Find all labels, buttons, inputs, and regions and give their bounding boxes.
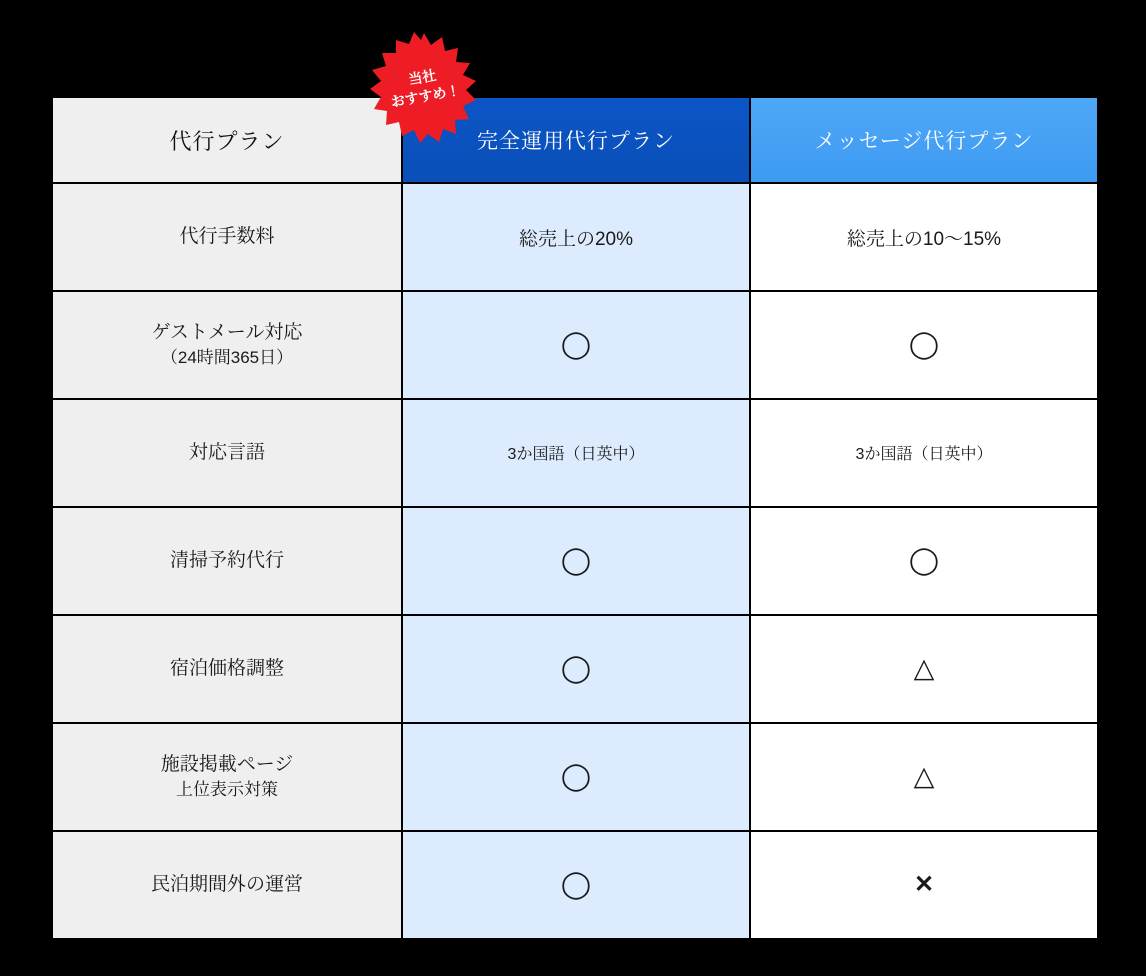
table-header-row xyxy=(53,98,1097,182)
row-value-primary xyxy=(403,616,749,722)
row-value-secondary xyxy=(751,832,1097,938)
row-label-text: 宿泊価格調整 xyxy=(169,658,284,680)
row-value-secondary-text: 3か国語（日英中） xyxy=(855,446,993,463)
plan-comparison-table xyxy=(51,96,1099,940)
row-label xyxy=(53,184,401,290)
row-label-subtext: （24時間365日） xyxy=(160,348,294,368)
triangle-icon: △ xyxy=(913,653,935,683)
circle-icon: ◯ xyxy=(560,329,592,359)
table-header xyxy=(53,98,1097,182)
header-cell-plan-primary: 完全運用代行プラン xyxy=(403,98,749,182)
row-value-primary xyxy=(403,292,749,398)
row-value-secondary xyxy=(751,292,1097,398)
row-value-secondary xyxy=(751,508,1097,614)
recommended-badge-text xyxy=(359,22,489,152)
row-value-primary xyxy=(403,184,749,290)
circle-icon: ◯ xyxy=(560,761,592,791)
row-label-text: 代行手数料 xyxy=(179,226,275,248)
row-label-subtext: 上位表示対策 xyxy=(176,780,278,800)
table-row xyxy=(53,616,1097,722)
circle-icon: ◯ xyxy=(908,545,940,575)
table-row xyxy=(53,400,1097,506)
row-label xyxy=(53,508,401,614)
row-value-secondary xyxy=(751,616,1097,722)
recommended-badge-line2: おすすめ！ xyxy=(389,81,462,110)
row-label-text: 民泊期間外の運営 xyxy=(150,874,303,896)
row-label-text: 施設掲載ページ xyxy=(160,753,294,775)
plan-comparison-table-wrapper xyxy=(51,96,1095,940)
row-value-primary-text: 3か国語（日英中） xyxy=(507,446,645,463)
table-row xyxy=(53,184,1097,290)
triangle-icon: △ xyxy=(913,761,935,791)
row-value-primary-text: 総売上の20% xyxy=(518,228,634,250)
table-row xyxy=(53,508,1097,614)
recommended-badge-line1: 当社 xyxy=(407,66,438,88)
row-value-secondary xyxy=(751,724,1097,830)
row-label xyxy=(53,832,401,938)
table-body xyxy=(53,184,1097,938)
row-label xyxy=(53,616,401,722)
row-value-primary xyxy=(403,400,749,506)
header-cell-plan-secondary: メッセージ代行プラン xyxy=(751,98,1097,182)
table-row xyxy=(53,292,1097,398)
circle-icon: ◯ xyxy=(908,329,940,359)
header-cell-label: 代行プラン xyxy=(53,98,401,182)
table-row xyxy=(53,832,1097,938)
recommended-badge xyxy=(368,31,480,143)
row-value-secondary xyxy=(751,184,1097,290)
row-label xyxy=(53,724,401,830)
circle-icon: ◯ xyxy=(560,545,592,575)
circle-icon: ◯ xyxy=(560,869,592,899)
row-label xyxy=(53,400,401,506)
row-label xyxy=(53,292,401,398)
circle-icon: ◯ xyxy=(560,653,592,683)
row-label-text: ゲストメール対応 xyxy=(151,321,303,343)
table-row xyxy=(53,724,1097,830)
cross-icon: ✕ xyxy=(913,870,935,898)
row-value-primary xyxy=(403,832,749,938)
row-value-secondary xyxy=(751,400,1097,506)
row-value-primary xyxy=(403,508,749,614)
row-label-text: 対応言語 xyxy=(188,442,265,464)
row-label-text: 清掃予約代行 xyxy=(169,550,284,572)
row-value-secondary-text: 総売上の10〜15% xyxy=(846,228,1002,250)
row-value-primary xyxy=(403,724,749,830)
